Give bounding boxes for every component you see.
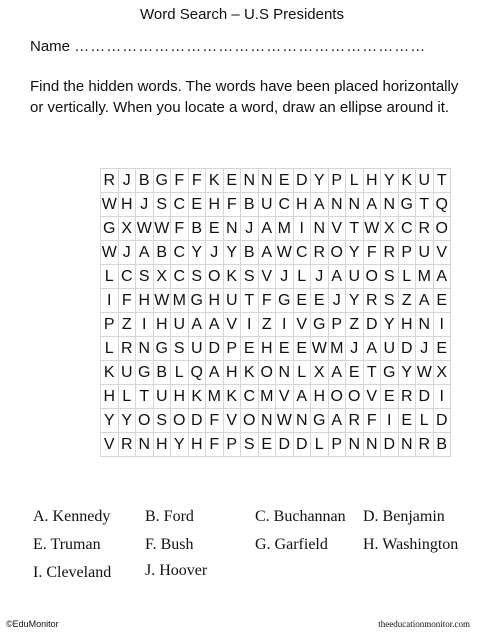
grid-cell[interactable]: M (328, 337, 346, 361)
grid-cell[interactable]: V (258, 265, 276, 289)
grid-cell[interactable]: C (241, 385, 259, 409)
grid-cell[interactable]: D (188, 409, 206, 433)
grid-cell[interactable]: J (328, 289, 346, 313)
grid-cell[interactable]: P (328, 313, 346, 337)
grid-cell[interactable]: O (346, 385, 364, 409)
grid-cell[interactable]: L (101, 337, 119, 361)
grid-cell[interactable]: W (276, 409, 294, 433)
grid-cell[interactable]: K (223, 265, 241, 289)
grid-cell[interactable]: E (398, 409, 416, 433)
grid-cell[interactable]: F (206, 433, 224, 457)
grid-cell[interactable]: A (416, 289, 434, 313)
grid-cell[interactable]: R (311, 241, 329, 265)
grid-cell[interactable]: G (381, 361, 399, 385)
word-list-item: B. Ford (145, 508, 194, 525)
grid-cell[interactable]: R (416, 217, 434, 241)
grid-cell[interactable]: O (328, 241, 346, 265)
grid-cell[interactable]: B (136, 169, 154, 193)
grid-cell[interactable]: L (346, 169, 364, 193)
grid-cell[interactable]: E (206, 217, 224, 241)
grid-cell[interactable]: S (171, 337, 189, 361)
grid-cell[interactable]: S (241, 433, 259, 457)
grid-cell[interactable]: A (328, 265, 346, 289)
grid-cell[interactable]: H (136, 289, 154, 313)
grid-cell[interactable]: D (416, 385, 434, 409)
grid-row (101, 241, 451, 265)
grid-cell[interactable]: W (101, 241, 119, 265)
grid-cell[interactable]: U (223, 289, 241, 313)
grid-cell[interactable]: C (118, 265, 136, 289)
grid-cell[interactable]: Y (398, 361, 416, 385)
grid-cell[interactable]: I (241, 313, 259, 337)
grid-cell[interactable]: M (258, 385, 276, 409)
grid-cell[interactable]: L (416, 409, 434, 433)
grid-cell[interactable]: J (136, 193, 154, 217)
grid-cell[interactable]: K (223, 385, 241, 409)
grid-cell[interactable]: W (153, 289, 171, 313)
grid-cell[interactable]: V (433, 241, 451, 265)
grid-cell[interactable]: K (188, 385, 206, 409)
grid-cell[interactable]: R (398, 385, 416, 409)
grid-cell[interactable]: J (346, 337, 364, 361)
grid-cell[interactable]: J (276, 265, 294, 289)
page-title: Word Search – U.S Presidents (140, 6, 344, 23)
grid-cell[interactable]: C (293, 241, 311, 265)
grid-cell[interactable]: Z (398, 289, 416, 313)
footer-copyright: ©EduMonitor (6, 619, 59, 629)
grid-cell[interactable]: T (363, 361, 381, 385)
grid-cell[interactable]: Y (346, 289, 364, 313)
name-label: Name (30, 38, 71, 55)
grid-cell[interactable]: Z (346, 313, 364, 337)
grid-cell[interactable]: A (258, 241, 276, 265)
word-list-item: J. Hoover (145, 562, 208, 579)
grid-cell[interactable]: E (346, 361, 364, 385)
grid-cell[interactable]: G (398, 193, 416, 217)
grid-cell[interactable]: D (293, 169, 311, 193)
grid-cell[interactable]: G (136, 361, 154, 385)
grid-cell[interactable]: H (398, 313, 416, 337)
word-list-item: H. Washington (363, 536, 459, 553)
grid-cell[interactable]: U (416, 241, 434, 265)
word-list-item: C. Buchannan (255, 508, 346, 525)
grid-cell[interactable]: J (416, 337, 434, 361)
grid-cell[interactable]: D (206, 337, 224, 361)
instructions: Find the hidden words. The words have been placed horizontally or vertically. When you locate a word, draw an ellipse around it. (30, 78, 459, 116)
grid-cell[interactable]: I (381, 409, 399, 433)
grid-cell[interactable]: X (153, 265, 171, 289)
grid-cell[interactable]: V (363, 385, 381, 409)
grid-cell[interactable]: F (188, 169, 206, 193)
grid-cell[interactable]: S (381, 265, 399, 289)
grid-cell[interactable]: H (311, 385, 329, 409)
grid-cell[interactable]: J (206, 241, 224, 265)
grid-cell[interactable]: F (363, 409, 381, 433)
grid-cell[interactable]: K (241, 361, 259, 385)
grid-row (101, 361, 451, 385)
grid-cell[interactable]: B (241, 193, 259, 217)
grid-cell[interactable]: T (241, 289, 259, 313)
grid-cell[interactable]: R (101, 169, 119, 193)
grid-cell[interactable]: Y (381, 169, 399, 193)
grid-cell[interactable]: B (153, 241, 171, 265)
grid-cell[interactable]: N (416, 313, 434, 337)
grid-cell[interactable]: N (293, 409, 311, 433)
grid-row (101, 337, 451, 361)
grid-cell[interactable]: L (293, 361, 311, 385)
grid-cell[interactable]: R (416, 433, 434, 457)
name-field[interactable] (30, 38, 426, 55)
grid-cell[interactable]: H (171, 385, 189, 409)
grid-cell[interactable]: K (101, 361, 119, 385)
grid-cell[interactable]: N (398, 433, 416, 457)
grid-cell[interactable]: R (346, 409, 364, 433)
grid-cell[interactable]: H (206, 193, 224, 217)
grid-cell[interactable]: F (258, 289, 276, 313)
grid-cell[interactable]: O (328, 385, 346, 409)
grid-cell[interactable]: X (381, 217, 399, 241)
grid-row (101, 169, 451, 193)
grid-cell[interactable]: C (276, 193, 294, 217)
grid-row (101, 313, 451, 337)
grid-cell[interactable]: L (293, 265, 311, 289)
word-list-item: G. Garfield (255, 536, 328, 553)
grid-cell[interactable]: D (381, 433, 399, 457)
grid-cell[interactable]: B (188, 217, 206, 241)
grid-cell[interactable]: O (433, 217, 451, 241)
grid-cell[interactable]: G (153, 169, 171, 193)
grid-cell[interactable]: N (381, 193, 399, 217)
grid-cell[interactable]: F (171, 217, 189, 241)
grid-cell[interactable]: O (136, 409, 154, 433)
grid-cell[interactable]: W (136, 217, 154, 241)
grid-cell[interactable]: J (311, 265, 329, 289)
grid-cell[interactable]: R (118, 337, 136, 361)
grid-cell[interactable]: W (153, 217, 171, 241)
grid-cell[interactable]: A (293, 385, 311, 409)
word-list-item: D. Benjamin (363, 508, 445, 525)
grid-cell[interactable]: O (241, 409, 259, 433)
grid-cell[interactable]: E (433, 337, 451, 361)
grid-cell[interactable]: P (223, 337, 241, 361)
grid-cell[interactable]: A (136, 241, 154, 265)
grid-cell[interactable]: E (311, 289, 329, 313)
grid-cell[interactable]: Z (258, 313, 276, 337)
grid-cell[interactable]: C (398, 217, 416, 241)
grid-cell[interactable]: H (153, 433, 171, 457)
grid-cell[interactable]: Y (171, 433, 189, 457)
grid-cell[interactable]: X (118, 217, 136, 241)
grid-cell[interactable]: L (118, 385, 136, 409)
grid-row (101, 385, 451, 409)
grid-cell[interactable]: V (223, 409, 241, 433)
grid-cell[interactable]: U (188, 337, 206, 361)
grid-cell[interactable]: D (363, 313, 381, 337)
grid-cell[interactable]: V (328, 217, 346, 241)
grid-cell[interactable]: W (363, 217, 381, 241)
grid-cell[interactable]: T (416, 193, 434, 217)
grid-cell[interactable]: Y (311, 169, 329, 193)
grid-cell[interactable]: E (188, 193, 206, 217)
grid-cell[interactable]: N (136, 337, 154, 361)
grid-cell[interactable]: T (433, 169, 451, 193)
grid-cell[interactable]: Z (118, 313, 136, 337)
grid-cell[interactable]: L (101, 265, 119, 289)
grid-cell[interactable]: V (276, 385, 294, 409)
grid-cell[interactable]: N (136, 433, 154, 457)
grid-cell[interactable]: T (136, 385, 154, 409)
grid-row (101, 265, 451, 289)
grid-cell[interactable]: N (328, 193, 346, 217)
grid-cell[interactable]: H (153, 313, 171, 337)
grid-cell[interactable]: U (153, 385, 171, 409)
grid-cell[interactable]: O (363, 265, 381, 289)
grid-cell[interactable]: E (276, 337, 294, 361)
word-search-grid (100, 168, 451, 457)
grid-cell[interactable]: P (328, 169, 346, 193)
grid-cell[interactable]: M (206, 385, 224, 409)
grid-cell[interactable]: S (188, 265, 206, 289)
grid-cell[interactable]: W (416, 361, 434, 385)
grid-cell[interactable]: N (223, 217, 241, 241)
grid-cell[interactable]: J (118, 241, 136, 265)
grid-cell[interactable]: S (153, 193, 171, 217)
grid-cell[interactable]: U (118, 361, 136, 385)
grid-cell[interactable]: W (276, 241, 294, 265)
grid-cell[interactable]: Y (188, 241, 206, 265)
grid-cell[interactable]: Y (223, 241, 241, 265)
grid-cell[interactable]: G (188, 289, 206, 313)
grid-cell[interactable]: E (433, 289, 451, 313)
grid-cell[interactable]: D (398, 337, 416, 361)
grid-cell[interactable]: H (188, 433, 206, 457)
grid-cell[interactable]: W (311, 337, 329, 361)
grid-cell[interactable]: H (206, 289, 224, 313)
grid-cell[interactable]: K (398, 169, 416, 193)
grid-cell[interactable]: F (171, 169, 189, 193)
grid-cell[interactable]: Q (188, 361, 206, 385)
grid-cell[interactable]: H (101, 385, 119, 409)
grid-cell[interactable]: J (241, 217, 259, 241)
grid-cell[interactable]: G (101, 217, 119, 241)
grid-cell[interactable]: N (346, 433, 364, 457)
grid-cell[interactable]: G (276, 289, 294, 313)
grid-cell[interactable]: L (398, 265, 416, 289)
grid-cell[interactable]: N (258, 169, 276, 193)
grid-cell[interactable]: O (171, 409, 189, 433)
grid-cell[interactable]: I (276, 313, 294, 337)
grid-cell[interactable]: D (293, 433, 311, 457)
grid-cell[interactable]: I (293, 217, 311, 241)
grid-cell[interactable]: A (311, 193, 329, 217)
grid-cell[interactable]: A (206, 361, 224, 385)
grid-cell[interactable]: H (223, 361, 241, 385)
grid-cell[interactable]: U (346, 265, 364, 289)
grid-row (101, 217, 451, 241)
grid-cell[interactable]: P (223, 433, 241, 457)
grid-cell[interactable]: E (241, 337, 259, 361)
grid-cell[interactable]: Q (433, 193, 451, 217)
grid-cell[interactable]: X (311, 361, 329, 385)
grid-cell[interactable]: N (276, 361, 294, 385)
grid-cell[interactable]: Y (101, 409, 119, 433)
grid-cell[interactable]: P (101, 313, 119, 337)
grid-cell[interactable]: Y (346, 241, 364, 265)
grid-cell[interactable]: I (433, 385, 451, 409)
grid-cell[interactable]: N (311, 217, 329, 241)
grid-cell[interactable]: A (363, 337, 381, 361)
grid-cell[interactable]: V (293, 313, 311, 337)
grid-cell[interactable]: A (328, 409, 346, 433)
grid-cell[interactable]: E (276, 169, 294, 193)
grid-cell[interactable]: B (153, 361, 171, 385)
grid-cell[interactable]: U (381, 337, 399, 361)
grid-cell[interactable]: U (171, 313, 189, 337)
grid-cell[interactable]: R (363, 289, 381, 313)
grid-cell[interactable]: O (206, 265, 224, 289)
word-list-item: I. Cleveland (33, 564, 112, 581)
grid-cell[interactable]: B (433, 433, 451, 457)
grid-cell[interactable]: H (293, 193, 311, 217)
word-list-item: A. Kennedy (33, 508, 111, 525)
grid-cell[interactable]: T (346, 217, 364, 241)
grid-cell[interactable]: N (241, 169, 259, 193)
grid-cell[interactable]: A (258, 217, 276, 241)
grid-cell[interactable]: F (363, 241, 381, 265)
grid-cell[interactable]: H (363, 169, 381, 193)
footer-website: theeducationmonitor.com (378, 619, 470, 629)
grid-cell[interactable]: P (328, 433, 346, 457)
grid-cell[interactable]: Y (118, 409, 136, 433)
grid-cell[interactable]: M (276, 217, 294, 241)
grid-cell[interactable]: U (416, 169, 434, 193)
grid-cell[interactable]: V (223, 313, 241, 337)
grid-cell[interactable]: F (118, 289, 136, 313)
grid-cell[interactable]: U (258, 193, 276, 217)
grid-cell[interactable]: B (241, 241, 259, 265)
grid-cell[interactable]: E (293, 289, 311, 313)
grid-cell[interactable]: G (153, 337, 171, 361)
grid-cell[interactable]: E (293, 337, 311, 361)
grid-cell[interactable]: O (258, 361, 276, 385)
grid-cell[interactable]: D (276, 433, 294, 457)
grid-cell[interactable]: C (171, 193, 189, 217)
grid-cell[interactable]: A (363, 193, 381, 217)
grid-cell[interactable]: J (118, 169, 136, 193)
grid-cell[interactable]: A (188, 313, 206, 337)
grid-cell[interactable]: F (206, 409, 224, 433)
grid-cell[interactable]: N (258, 409, 276, 433)
word-list (33, 508, 463, 588)
grid-cell[interactable]: N (363, 433, 381, 457)
word-list-item: E. Truman (33, 536, 101, 553)
grid-cell[interactable]: H (118, 193, 136, 217)
grid-cell[interactable]: I (433, 313, 451, 337)
grid-cell[interactable]: C (171, 265, 189, 289)
grid-cell[interactable]: G (311, 313, 329, 337)
grid-cell[interactable]: V (101, 433, 119, 457)
grid-row (101, 433, 451, 457)
grid-cell[interactable]: L (171, 361, 189, 385)
grid-cell[interactable]: X (433, 361, 451, 385)
grid-cell[interactable]: M (171, 289, 189, 313)
grid-cell[interactable]: D (433, 409, 451, 433)
grid-cell[interactable]: R (118, 433, 136, 457)
grid-cell[interactable]: G (311, 409, 329, 433)
grid-cell[interactable]: S (241, 265, 259, 289)
grid-row (101, 193, 451, 217)
grid-cell[interactable]: S (153, 409, 171, 433)
grid-cell[interactable]: L (311, 433, 329, 457)
grid-cell[interactable]: I (101, 289, 119, 313)
grid-cell[interactable]: A (206, 313, 224, 337)
grid-cell[interactable]: F (223, 193, 241, 217)
grid-cell[interactable]: E (223, 169, 241, 193)
grid-row (101, 289, 451, 313)
grid-cell[interactable]: A (433, 265, 451, 289)
grid-cell[interactable]: E (381, 385, 399, 409)
grid-cell[interactable]: R (381, 241, 399, 265)
grid-cell[interactable]: I (136, 313, 154, 337)
grid-cell[interactable]: W (101, 193, 119, 217)
grid-cell[interactable]: K (206, 169, 224, 193)
grid-cell[interactable]: E (258, 433, 276, 457)
grid-cell[interactable]: P (398, 241, 416, 265)
grid-row (101, 409, 451, 433)
grid-cell[interactable]: M (416, 265, 434, 289)
word-list-item: F. Bush (145, 536, 194, 553)
grid-cell[interactable]: A (328, 361, 346, 385)
grid-cell[interactable]: S (381, 289, 399, 313)
name-dotted-line: ………………………………………………………… (74, 38, 427, 55)
grid-cell[interactable]: Y (381, 313, 399, 337)
grid-cell[interactable]: C (171, 241, 189, 265)
grid-cell[interactable]: H (258, 337, 276, 361)
grid-cell[interactable]: N (346, 193, 364, 217)
grid-cell[interactable]: S (136, 265, 154, 289)
